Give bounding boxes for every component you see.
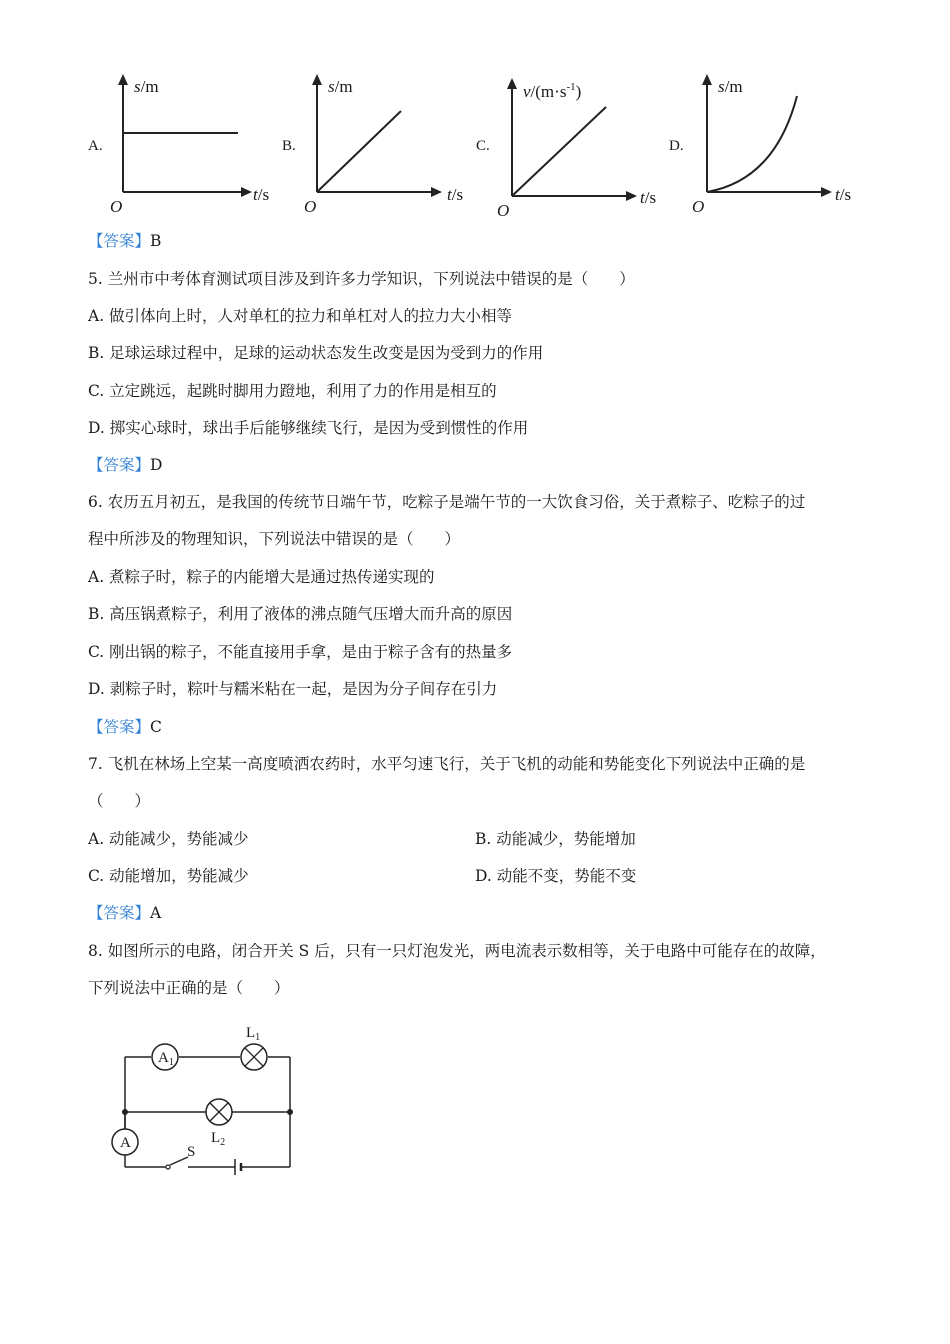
q5-option-a: A. 做引体向上时，人对单杠的拉力和单杠对人的拉力大小相等 [88,307,513,325]
q7-option-b: B. 动能减少，势能增加 [475,830,636,848]
q8-stem-line1: 8. 如图所示的电路，闭合开关 S 后，只有一只灯泡发光，两电流表示数相等，关于电路中可能存在的故障， [88,942,826,960]
graph-c-svg [490,70,680,220]
q6-stem-line2: 程中所涉及的物理知识，下列说法中错误的是（ ） [88,530,461,548]
origin-label: O [692,197,705,216]
switch-contact [166,1165,170,1169]
q5-option-b: B. 足球运球过程中，足球的运动状态发生改变是因为受到力的作用 [88,344,544,362]
lamp-l2-label: L2 [211,1130,226,1148]
y-axis-label: $v/(m\cdot s^{-1})$ [523,81,582,101]
plot-curve [707,96,797,192]
answer-value: D [150,456,163,474]
graph-b-svg [295,70,485,220]
ammeter-a-label: A [120,1135,131,1151]
origin-label: O [497,201,510,220]
x-arrow [821,187,832,197]
graph-a-svg [100,70,290,220]
origin-label: O [110,197,123,216]
y-arrow [702,74,712,85]
graph-c [490,70,680,220]
q5-option-c: C. 立定跳远，起跳时脚用力蹬地，利用了力的作用是相互的 [88,382,497,400]
answer-value: B [150,232,162,250]
junction-node [287,1109,293,1115]
q7-option-a: A. 动能减少，势能减少 [88,830,249,848]
q6-option-a: A. 煮粽子时，粽子的内能增大是通过热传递实现的 [88,568,435,586]
plot-line [512,107,606,196]
q7-option-d: D. 动能不变，势能不变 [475,867,637,885]
circuit-svg [100,1020,310,1180]
x-arrow [431,187,442,197]
q6-option-d: D. 剥粽子时，粽叶与糯米粘在一起，是因为分子间存在引力 [88,680,498,698]
q7-answer [88,902,161,924]
junction-node [122,1109,128,1115]
q5-stem: 5. 兰州市中考体育测试项目涉及到许多力学知识，下列说法中错误的是（ ） [88,270,635,288]
x-axis-label: t/s [447,185,464,204]
switch-label: S [187,1144,196,1160]
x-axis-label: t/s [253,185,270,204]
origin-label: O [304,197,317,216]
q5-option-d: D. 掷实心球时，球出手后能够继续飞行，是因为受到惯性的作用 [88,419,529,437]
q6-option-c: C. 刚出锅的粽子，不能直接用手拿，是由于粽子含有的热量多 [88,643,513,661]
switch-blade [170,1157,188,1165]
y-axis-label: s/m [134,77,159,96]
q7-option-c: C. 动能增加，势能减少 [88,867,249,885]
q7-stem-line1: 7. 飞机在林场上空某一高度喷洒农药时，水平匀速飞行，关于飞机的动能和势能变化下列说法中正确的是 [88,755,806,773]
circuit-diagram [100,1020,310,1180]
y-arrow [118,74,128,85]
y-axis-label: s/m [718,77,743,96]
q5-answer [88,454,162,476]
x-arrow [241,187,252,197]
graph-d [685,70,875,220]
option-letter-a: A. [88,138,103,154]
ammeter-a1-label: A1 [158,1050,174,1068]
q8-stem-line2: 下列说法中正确的是（ ） [88,979,290,997]
q4-answer [88,230,161,252]
graph-d-svg [685,70,875,220]
q6-option-b: B. 高压锅煮粽子，利用了液体的沸点随气压增大而升高的原因 [88,605,513,623]
answer-tag: 【答案】 [88,718,151,736]
y-axis-label: s/m [328,77,353,96]
answer-tag: 【答案】 [88,232,151,250]
plot-line [317,111,401,192]
q6-answer [88,716,162,738]
answer-value: A [150,904,162,922]
option-letter-c: C. [476,138,490,154]
y-arrow [507,78,517,89]
option-letter-b: B. [282,138,296,154]
x-arrow [626,191,637,201]
option-letter-d: D. [669,138,684,154]
graph-a [100,70,290,220]
y-arrow [312,74,322,85]
answer-value: C [150,718,162,736]
graph-b [295,70,485,220]
lamp-l1-label: L1 [246,1025,261,1043]
x-axis-label: t/s [835,185,852,204]
q6-stem-line1: 6. 农历五月初五，是我国的传统节日端午节，吃粽子是端午节的一大饮食习俗，关于煮粽子、吃粽子的过 [88,493,806,511]
x-axis-label: t/s [640,188,657,207]
answer-tag: 【答案】 [88,456,151,474]
answer-tag: 【答案】 [88,904,151,922]
q7-stem-line2: （ ） [88,792,151,810]
